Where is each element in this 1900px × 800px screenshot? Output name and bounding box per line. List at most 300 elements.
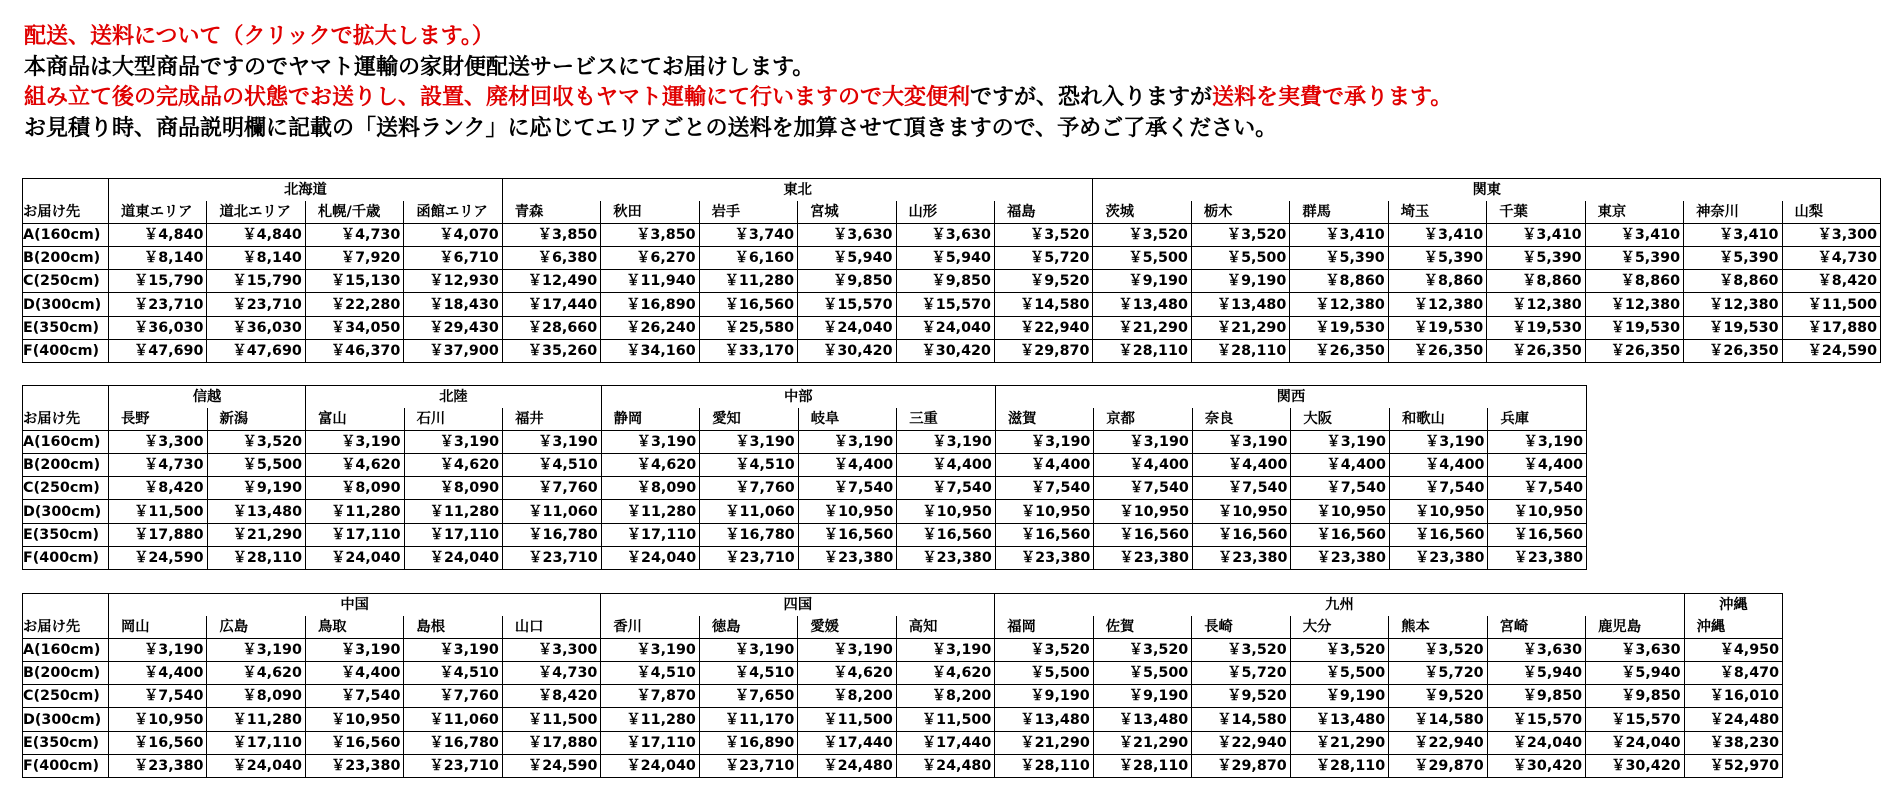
price-cell: ￥30,420 — [798, 339, 896, 362]
price-cell: ￥6,710 — [404, 247, 502, 270]
price-cell: ￥5,500 — [995, 662, 1093, 685]
prefecture-header: 福岡 — [995, 616, 1093, 639]
price-cell: ￥10,950 — [1389, 500, 1488, 523]
price-cell: ￥4,510 — [404, 662, 502, 685]
price-cell: ￥15,130 — [305, 270, 403, 293]
size-rank-label: F(400cm) — [23, 546, 109, 569]
price-cell: ￥23,710 — [503, 546, 602, 569]
price-cell: ￥3,300 — [109, 431, 208, 454]
region-header-row — [23, 594, 1783, 617]
price-cell: ￥23,380 — [1488, 546, 1587, 569]
price-cell: ￥8,860 — [1487, 270, 1585, 293]
price-cell: ￥7,760 — [700, 477, 799, 500]
price-cell: ￥12,490 — [502, 270, 600, 293]
intro-line-3-black: ですが、恐れ入りますが — [970, 85, 1213, 110]
price-cell: ￥13,480 — [1093, 293, 1191, 316]
shipping-table-3 — [22, 593, 1783, 778]
price-cell: ￥23,380 — [1094, 546, 1193, 569]
prefecture-header: 山口 — [502, 616, 601, 639]
price-cell: ￥16,780 — [503, 523, 602, 546]
price-cell: ￥24,040 — [306, 546, 405, 569]
price-cell: ￥9,850 — [798, 270, 896, 293]
price-cell: ￥28,110 — [1093, 754, 1191, 777]
price-cell: ￥4,730 — [502, 662, 601, 685]
price-cell: ￥16,560 — [305, 731, 403, 754]
size-rank-label: B(200cm) — [23, 662, 109, 685]
price-cell: ￥3,190 — [305, 639, 403, 662]
price-cell: ￥3,190 — [798, 639, 896, 662]
price-cell: ￥47,690 — [207, 339, 305, 362]
price-cell: ￥7,540 — [1291, 477, 1390, 500]
price-cell: ￥23,710 — [207, 293, 305, 316]
prefecture-header: 和歌山 — [1389, 408, 1488, 431]
price-cell: ￥3,190 — [897, 431, 996, 454]
price-cell: ￥3,630 — [1487, 639, 1585, 662]
table-row — [23, 708, 1783, 731]
price-cell: ￥35,260 — [502, 339, 600, 362]
corner-cell — [23, 179, 109, 202]
shipping-intro — [24, 22, 1452, 144]
prefecture-header: 長野 — [109, 408, 208, 431]
price-cell: ￥16,560 — [798, 523, 897, 546]
prefecture-header: 岐阜 — [798, 408, 897, 431]
prefecture-header: 岡山 — [109, 616, 207, 639]
intro-line-3 — [24, 83, 1452, 114]
shipping-heading[interactable]: 配送、送料について（クリックで拡大します。） — [24, 24, 494, 49]
price-cell: ￥16,560 — [995, 523, 1094, 546]
price-cell: ￥4,620 — [404, 454, 503, 477]
price-cell: ￥7,870 — [601, 685, 699, 708]
price-cell: ￥17,880 — [1782, 316, 1881, 339]
price-cell: ￥3,520 — [1389, 639, 1487, 662]
price-cell: ￥9,190 — [995, 685, 1093, 708]
price-cell: ￥7,540 — [1094, 477, 1193, 500]
prefecture-header: 福井 — [503, 408, 602, 431]
price-cell: ￥17,880 — [109, 523, 208, 546]
price-cell: ￥26,240 — [601, 316, 699, 339]
price-cell: ￥11,280 — [404, 500, 503, 523]
price-cell: ￥3,190 — [404, 431, 503, 454]
price-cell: ￥3,520 — [1093, 224, 1191, 247]
prefecture-header: 長崎 — [1192, 616, 1290, 639]
price-cell: ￥5,390 — [1684, 247, 1782, 270]
price-cell: ￥14,580 — [1389, 708, 1487, 731]
price-cell: ￥11,500 — [798, 708, 896, 731]
prefecture-header: 青森 — [502, 201, 600, 224]
prefecture-header: 広島 — [207, 616, 305, 639]
price-cell: ￥4,400 — [305, 662, 403, 685]
intro-line-4: お見積り時、商品説明欄に記載の「送料ランク」に応じてエリアごとの送料を加算させて頂きますので、予めご了承ください。 — [24, 115, 1278, 141]
prefecture-header: 沖縄 — [1684, 616, 1782, 639]
price-cell: ￥16,560 — [1094, 523, 1193, 546]
prefecture-header: 香川 — [601, 616, 699, 639]
price-cell: ￥4,070 — [404, 224, 502, 247]
price-cell: ￥11,060 — [404, 708, 502, 731]
price-cell: ￥4,510 — [601, 662, 699, 685]
price-cell: ￥16,780 — [700, 523, 799, 546]
price-cell: ￥16,560 — [1291, 523, 1390, 546]
price-cell: ￥5,940 — [1487, 662, 1585, 685]
price-cell: ￥13,480 — [1290, 708, 1388, 731]
prefecture-header: 高知 — [896, 616, 995, 639]
price-cell: ￥4,400 — [897, 454, 996, 477]
shipping-table-2 — [22, 385, 1587, 570]
prefecture-header: 栃木 — [1191, 201, 1289, 224]
size-rank-label: E(350cm) — [23, 316, 109, 339]
price-cell: ￥8,420 — [502, 685, 601, 708]
table-row — [23, 339, 1881, 362]
prefecture-header: 京都 — [1094, 408, 1193, 431]
region-header: 東北 — [502, 179, 1093, 202]
price-cell: ￥3,190 — [700, 431, 799, 454]
prefecture-header: 富山 — [306, 408, 405, 431]
price-cell: ￥30,420 — [896, 339, 994, 362]
price-cell: ￥4,400 — [798, 454, 897, 477]
prefecture-header: 宮城 — [798, 201, 896, 224]
prefecture-header: 大阪 — [1291, 408, 1390, 431]
price-cell: ￥15,570 — [798, 293, 896, 316]
price-cell: ￥4,620 — [798, 662, 896, 685]
price-cell: ￥36,030 — [207, 316, 305, 339]
price-cell: ￥34,050 — [305, 316, 403, 339]
price-cell: ￥7,920 — [305, 247, 403, 270]
price-cell: ￥10,950 — [995, 500, 1094, 523]
table-row — [23, 431, 1587, 454]
price-cell: ￥12,380 — [1585, 293, 1683, 316]
price-cell: ￥16,560 — [1488, 523, 1587, 546]
price-cell: ￥7,760 — [404, 685, 502, 708]
price-cell: ￥21,290 — [1093, 731, 1191, 754]
price-cell: ￥28,110 — [1290, 754, 1388, 777]
price-cell: ￥3,520 — [994, 224, 1093, 247]
prefecture-header: 鳥取 — [305, 616, 403, 639]
prefecture-header: 三重 — [897, 408, 996, 431]
price-cell: ￥4,620 — [306, 454, 405, 477]
price-cell: ￥10,950 — [305, 708, 403, 731]
price-cell: ￥3,190 — [207, 639, 305, 662]
table-row — [23, 731, 1783, 754]
table-row — [23, 662, 1783, 685]
price-cell: ￥16,890 — [601, 293, 699, 316]
price-cell: ￥46,370 — [305, 339, 403, 362]
prefecture-header: 奈良 — [1192, 408, 1291, 431]
price-cell: ￥23,380 — [1291, 546, 1390, 569]
price-cell: ￥29,870 — [994, 339, 1093, 362]
price-cell: ￥22,280 — [305, 293, 403, 316]
corner-cell — [23, 594, 109, 617]
price-cell: ￥13,480 — [1191, 293, 1289, 316]
price-cell: ￥19,530 — [1388, 316, 1486, 339]
price-cell: ￥11,060 — [700, 500, 799, 523]
price-cell: ￥24,040 — [601, 754, 699, 777]
price-cell: ￥10,950 — [1291, 500, 1390, 523]
price-cell: ￥23,710 — [109, 293, 207, 316]
price-cell: ￥7,760 — [503, 477, 602, 500]
price-cell: ￥5,500 — [1093, 662, 1191, 685]
price-cell: ￥13,480 — [1093, 708, 1191, 731]
prefecture-header: 佐賀 — [1093, 616, 1191, 639]
price-cell: ￥30,420 — [1487, 754, 1585, 777]
table-row — [23, 754, 1783, 777]
price-cell: ￥3,190 — [109, 639, 207, 662]
price-cell: ￥3,190 — [404, 639, 502, 662]
destination-label: お届け先 — [23, 408, 109, 431]
price-cell: ￥9,190 — [207, 477, 306, 500]
price-cell: ￥11,060 — [503, 500, 602, 523]
size-rank-label: C(250cm) — [23, 477, 109, 500]
price-cell: ￥33,170 — [699, 339, 797, 362]
price-cell: ￥36,030 — [109, 316, 207, 339]
price-cell: ￥47,690 — [109, 339, 207, 362]
price-cell: ￥22,940 — [1192, 731, 1290, 754]
prefecture-header: 福島 — [994, 201, 1093, 224]
prefecture-header: 秋田 — [601, 201, 699, 224]
price-cell: ￥7,540 — [1488, 477, 1587, 500]
price-cell: ￥5,500 — [1093, 247, 1191, 270]
price-cell: ￥16,560 — [1192, 523, 1291, 546]
price-cell: ￥26,350 — [1487, 339, 1585, 362]
price-cell: ￥8,860 — [1585, 270, 1683, 293]
price-cell: ￥4,400 — [1192, 454, 1291, 477]
price-cell: ￥22,940 — [1389, 731, 1487, 754]
price-cell: ￥24,040 — [207, 754, 305, 777]
size-rank-label: C(250cm) — [23, 685, 109, 708]
price-cell: ￥4,620 — [896, 662, 995, 685]
size-rank-label: F(400cm) — [23, 339, 109, 362]
prefecture-header: 茨城 — [1093, 201, 1191, 224]
price-cell: ￥25,580 — [699, 316, 797, 339]
price-cell: ￥28,110 — [1191, 339, 1289, 362]
price-cell: ￥4,400 — [1094, 454, 1193, 477]
price-cell: ￥23,380 — [798, 546, 897, 569]
region-header: 四国 — [601, 594, 995, 617]
price-cell: ￥17,440 — [502, 293, 600, 316]
price-cell: ￥10,950 — [1192, 500, 1291, 523]
price-cell: ￥3,190 — [1094, 431, 1193, 454]
prefecture-header: 山形 — [896, 201, 994, 224]
price-cell: ￥12,380 — [1684, 293, 1782, 316]
price-cell: ￥3,190 — [1291, 431, 1390, 454]
price-cell: ￥10,950 — [1094, 500, 1193, 523]
price-cell: ￥23,710 — [404, 754, 502, 777]
price-cell: ￥5,390 — [1290, 247, 1388, 270]
price-cell: ￥21,290 — [995, 731, 1093, 754]
price-cell: ￥23,380 — [995, 546, 1094, 569]
price-cell: ￥3,520 — [995, 639, 1093, 662]
price-cell: ￥37,900 — [404, 339, 502, 362]
price-cell: ￥4,840 — [207, 224, 305, 247]
size-rank-label: D(300cm) — [23, 500, 109, 523]
price-cell: ￥24,590 — [502, 754, 601, 777]
size-rank-label: F(400cm) — [23, 754, 109, 777]
prefecture-header: 新潟 — [207, 408, 306, 431]
price-cell: ￥8,090 — [601, 477, 700, 500]
region-header-row — [23, 386, 1587, 409]
price-cell: ￥3,190 — [995, 431, 1094, 454]
price-cell: ￥4,510 — [503, 454, 602, 477]
price-cell: ￥5,500 — [207, 454, 306, 477]
price-cell: ￥15,790 — [207, 270, 305, 293]
price-cell: ￥28,110 — [207, 546, 306, 569]
size-rank-label: A(160cm) — [23, 431, 109, 454]
price-cell: ￥3,190 — [306, 431, 405, 454]
price-cell: ￥3,630 — [1586, 639, 1685, 662]
price-cell: ￥4,400 — [1488, 454, 1587, 477]
price-cell: ￥3,190 — [503, 431, 602, 454]
price-cell: ￥7,650 — [699, 685, 797, 708]
price-cell: ￥11,940 — [601, 270, 699, 293]
price-cell: ￥5,390 — [1388, 247, 1486, 270]
size-rank-label: B(200cm) — [23, 454, 109, 477]
table-row — [23, 546, 1587, 569]
price-cell: ￥21,290 — [1191, 316, 1289, 339]
price-cell: ￥3,410 — [1684, 224, 1782, 247]
price-cell: ￥10,950 — [798, 500, 897, 523]
price-cell: ￥5,500 — [1191, 247, 1289, 270]
price-cell: ￥3,190 — [601, 639, 699, 662]
price-cell: ￥11,280 — [601, 708, 699, 731]
price-cell: ￥10,950 — [109, 708, 207, 731]
price-cell: ￥6,270 — [601, 247, 699, 270]
price-cell: ￥24,590 — [1782, 339, 1881, 362]
price-cell: ￥3,190 — [798, 431, 897, 454]
price-cell: ￥4,730 — [109, 454, 208, 477]
prefecture-header: 愛知 — [700, 408, 799, 431]
price-cell: ￥5,720 — [1389, 662, 1487, 685]
prefecture-header: 群馬 — [1290, 201, 1388, 224]
prefecture-header: 道北エリア — [207, 201, 305, 224]
price-cell: ￥16,010 — [1684, 685, 1782, 708]
price-cell: ￥4,510 — [699, 662, 797, 685]
price-cell: ￥15,570 — [1586, 708, 1685, 731]
price-cell: ￥11,280 — [207, 708, 305, 731]
price-cell: ￥13,480 — [207, 500, 306, 523]
price-cell: ￥19,530 — [1684, 316, 1782, 339]
region-header: 九州 — [995, 594, 1684, 617]
price-cell: ￥23,380 — [897, 546, 996, 569]
price-cell: ￥23,380 — [1192, 546, 1291, 569]
price-cell: ￥23,380 — [109, 754, 207, 777]
price-cell: ￥17,880 — [502, 731, 601, 754]
price-cell: ￥4,620 — [207, 662, 305, 685]
price-cell: ￥17,110 — [601, 523, 700, 546]
price-cell: ￥29,430 — [404, 316, 502, 339]
price-cell: ￥16,780 — [404, 731, 502, 754]
price-cell: ￥10,950 — [1488, 500, 1587, 523]
price-cell: ￥9,850 — [896, 270, 994, 293]
price-cell: ￥9,190 — [1093, 270, 1191, 293]
price-cell: ￥24,480 — [798, 754, 896, 777]
prefecture-header: 鹿児島 — [1586, 616, 1685, 639]
price-cell: ￥3,630 — [896, 224, 994, 247]
price-cell: ￥16,560 — [1389, 523, 1488, 546]
price-cell: ￥23,710 — [699, 754, 797, 777]
price-cell: ￥17,440 — [798, 731, 896, 754]
price-cell: ￥3,190 — [1488, 431, 1587, 454]
price-cell: ￥9,520 — [1192, 685, 1290, 708]
price-cell: ￥22,940 — [994, 316, 1093, 339]
price-cell: ￥12,380 — [1487, 293, 1585, 316]
price-cell: ￥12,930 — [404, 270, 502, 293]
table-row — [23, 454, 1587, 477]
price-cell: ￥3,190 — [896, 639, 995, 662]
price-cell: ￥24,480 — [1684, 708, 1782, 731]
price-cell: ￥7,540 — [995, 477, 1094, 500]
prefecture-header: 兵庫 — [1488, 408, 1587, 431]
price-cell: ￥24,040 — [1487, 731, 1585, 754]
prefecture-header: 島根 — [404, 616, 502, 639]
price-cell: ￥7,540 — [897, 477, 996, 500]
price-cell: ￥8,090 — [404, 477, 503, 500]
price-cell: ￥24,480 — [896, 754, 995, 777]
price-cell: ￥7,540 — [1192, 477, 1291, 500]
price-cell: ￥19,530 — [1585, 316, 1683, 339]
price-cell: ￥11,280 — [601, 500, 700, 523]
price-cell: ￥3,740 — [699, 224, 797, 247]
price-cell: ￥3,850 — [601, 224, 699, 247]
price-cell: ￥8,200 — [798, 685, 896, 708]
price-cell: ￥23,380 — [305, 754, 403, 777]
price-cell: ￥3,520 — [1192, 639, 1290, 662]
intro-line-3-red-b: 送料を実費で承ります。 — [1212, 85, 1453, 110]
price-cell: ￥3,190 — [1192, 431, 1291, 454]
price-cell: ￥3,410 — [1585, 224, 1683, 247]
price-cell: ￥5,500 — [1290, 662, 1388, 685]
price-cell: ￥3,520 — [207, 431, 306, 454]
price-cell: ￥28,660 — [502, 316, 600, 339]
size-rank-label: A(160cm) — [23, 224, 109, 247]
price-cell: ￥10,950 — [897, 500, 996, 523]
table-row — [23, 500, 1587, 523]
price-cell: ￥21,290 — [1093, 316, 1191, 339]
intro-line-3-red-a: 組み立て後の完成品の状態でお送りし、設置、廃材回収もヤマト運輸にて行いますので大変便利 — [24, 85, 971, 110]
prefecture-header: 石川 — [404, 408, 503, 431]
price-cell: ￥4,840 — [109, 224, 207, 247]
price-cell: ￥9,190 — [1191, 270, 1289, 293]
price-cell: ￥5,390 — [1487, 247, 1585, 270]
price-cell: ￥7,540 — [109, 685, 207, 708]
destination-label: お届け先 — [23, 616, 109, 639]
price-cell: ￥30,420 — [1586, 754, 1685, 777]
price-cell: ￥9,190 — [1093, 685, 1191, 708]
price-cell: ￥14,580 — [1192, 708, 1290, 731]
price-cell: ￥17,110 — [404, 523, 503, 546]
price-cell: ￥3,190 — [1389, 431, 1488, 454]
price-cell: ￥9,520 — [1389, 685, 1487, 708]
price-cell: ￥6,380 — [502, 247, 600, 270]
price-cell: ￥3,520 — [1093, 639, 1191, 662]
price-cell: ￥3,190 — [699, 639, 797, 662]
price-cell: ￥4,510 — [700, 454, 799, 477]
prefecture-header: 神奈川 — [1684, 201, 1782, 224]
table-row — [23, 270, 1881, 293]
size-rank-label: D(300cm) — [23, 293, 109, 316]
destination-label: お届け先 — [23, 201, 109, 224]
price-cell: ￥3,300 — [1782, 224, 1881, 247]
prefecture-header: 滋賀 — [995, 408, 1094, 431]
region-header: 中部 — [601, 386, 995, 409]
region-header: 沖縄 — [1684, 594, 1782, 617]
size-rank-label: E(350cm) — [23, 731, 109, 754]
prefecture-header: 徳島 — [699, 616, 797, 639]
region-header: 関西 — [995, 386, 1586, 409]
prefecture-header-row — [23, 201, 1881, 224]
price-cell: ￥4,400 — [1389, 454, 1488, 477]
prefecture-header: 札幌/千歳 — [305, 201, 403, 224]
price-cell: ￥3,520 — [1191, 224, 1289, 247]
price-cell: ￥17,110 — [306, 523, 405, 546]
price-cell: ￥3,190 — [601, 431, 700, 454]
